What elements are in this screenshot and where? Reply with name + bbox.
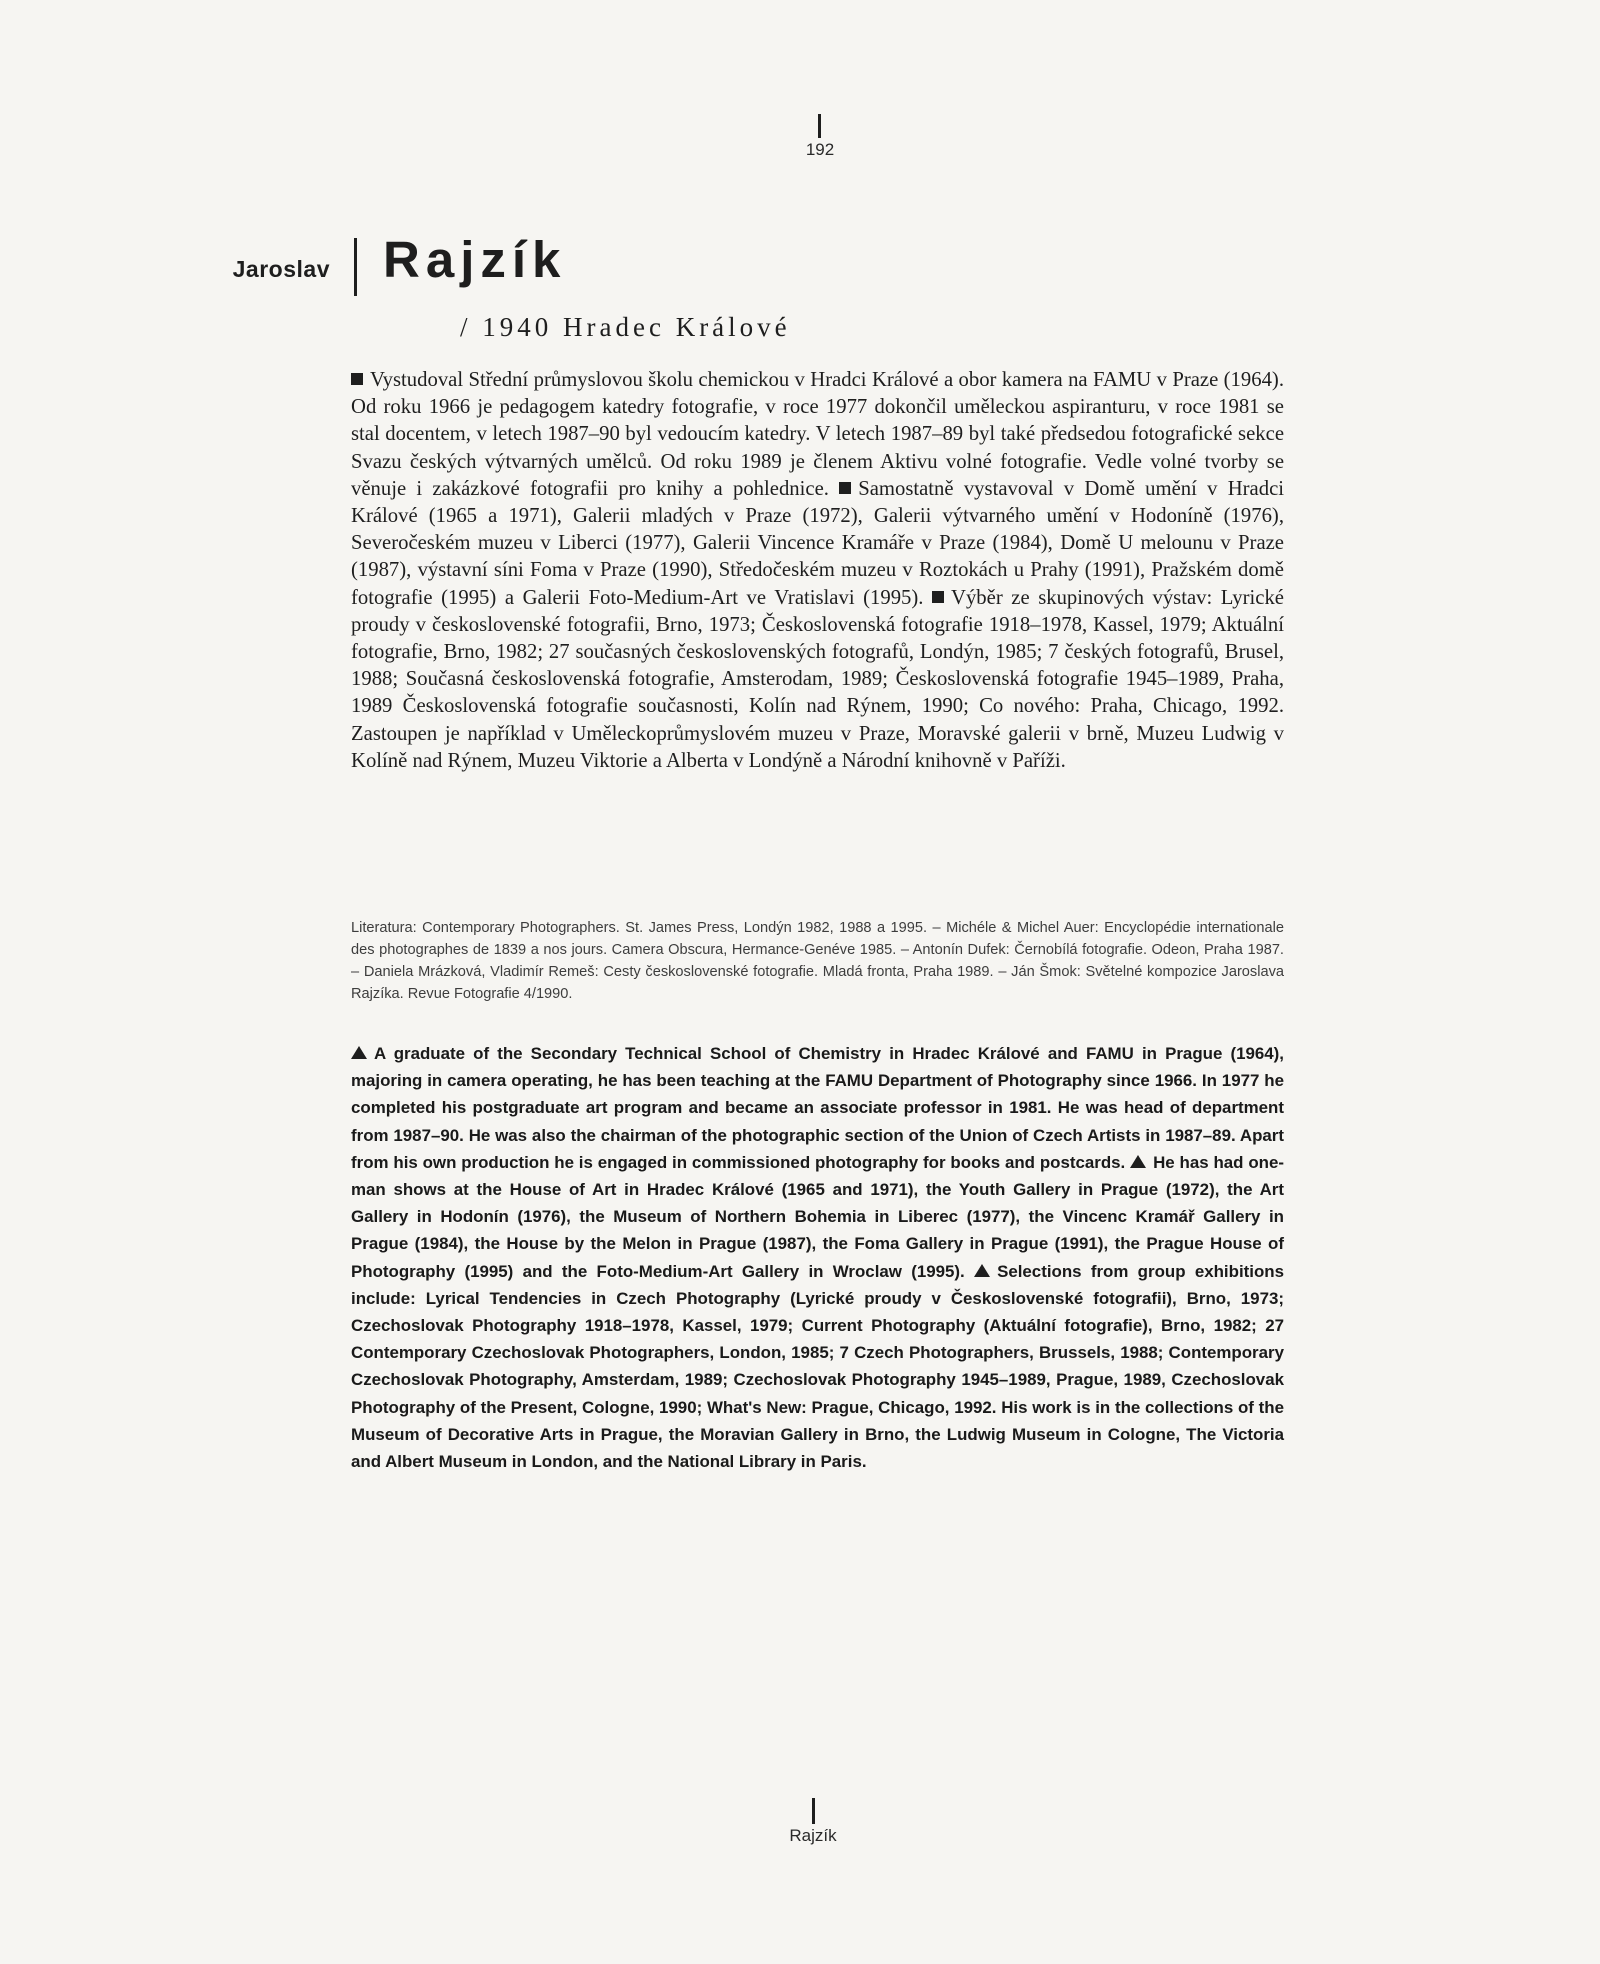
czech-bio-solo-exhibitions: Samostatně vystavoval v Domě umění v Hradci Králové (1965 a 1971), Galerii mladých v Praze (1972), Galerii výtvarného umění v Hodoníně (1976), Severočeském muzeu v Liberci (1977), Galerii Vincence Kramáře v Praze (1984), Domě U melounu v Praze (1987), výstavní síni Foma v Praze (1990), Středočeském muzeu v Roztokách u Prahy (1991), Pražském domě fotografie (1995) a Galerii Foto-Medium-Art ve Vratislavi (1995).	[351, 477, 1285, 609]
english-biography	[351, 1040, 1284, 1475]
czech-biography	[351, 367, 1284, 775]
triangle-bullet-icon	[351, 1046, 367, 1059]
square-bullet-icon	[351, 373, 363, 385]
czech-bio-group-exhibitions: Výběr ze skupinových výstav: Lyrické proudy v československé fotografii, Brno, 1973; Československá fotografie 1918–1978, Kassel, 1979; Aktuální fotografie, Brno, 1982; 27 současných československých fotografů, Londýn, 1985; 7 českých fotografů, Brusel, 1988; Současná československá fotografie, Amsterodam, 1989; Československá fotografie 1945–1989, Praha, 1989 Československá fotografie současnosti, Kolín nad Rýnem, 1990; Co nového: Praha, Chicago, 1992. Zastoupen je například v Uměleckoprůmyslovém muzeu v Praze, Moravské galerii v brně, Muzeu Ludwig v Kolíně nad Rýnem, Muzeu Viktorie a Alberta v Londýně a Národní knihovně v Paříži.	[351, 586, 1284, 772]
page-number: 192	[805, 140, 835, 159]
triangle-bullet-icon	[1130, 1155, 1146, 1168]
czech-bio-education: Vystudoval Střední průmyslovou školu chemickou v Hradci Králové a obor kamera na FAMU v Praze (1964). Od roku 1966 je pedagogem katedry fotografie, v roce 1977 dokončil uměleckou aspiranturu, v roce 1981 se stal docentem, v letech 1987–90 byl vedoucím katedry. V letech 1987–89 byl také předsedou fotografické sekce Svazu českých výtvarných umělců. Od roku 1989 je členem Aktivu volné fotografie. Vedle volné tvorby se věnuje i zakázkové fotografii pro knihy a pohlednice.	[351, 369, 1284, 500]
footer-rule	[812, 1798, 815, 1824]
literature-references: Literatura: Contemporary Photographers. St. James Press, Londýn 1982, 1988 a 1995. – Michéle & Michel Auer: Encyclopédie internationale des photographes de 1839 a nos jours. Camera Obscura, Hermance-Genéve 1985. – Antonín Dufek: Černobílá fotografie. Odeon, Praha 1987. – Daniela Mrázková, Vladimír Remeš: Cesty československé fotografie. Mladá fronta, Praha 1989. – Ján Šmok: Světelné kompozice Jaroslava Rajzíka. Revue Fotografie 4/1990.	[351, 920, 1284, 1002]
artist-first-name: Jaroslav	[232, 256, 330, 282]
page-number-rule	[818, 114, 821, 138]
square-bullet-icon	[839, 482, 851, 494]
birth-year-place: / 1940 Hradec Králové	[460, 312, 791, 342]
english-bio-education: A graduate of the Secondary Technical School of Chemistry in Hradec Králové and FAMU in Prague (1964), majoring in camera operating, he has been teaching at the FAMU Department of Photography since 1966. In 1977 he completed his postgraduate art program and became an associate professor in 1981. He was head of department from 1987–90. He was also the chairman of the photographic section of the Union of Czech Artists in 1987–89. Apart from his own production he is engaged in commissioned photography for books and postcards.	[351, 1044, 1284, 1172]
english-bio-group-exhibitions: Selections from group exhibitions include: Lyrical Tendencies in Czech Photography (Lyrické proudy v Československé fotografii), Brno, 1973; Czechoslovak Photography 1918–1978, Kassel, 1979; Current Photography (Aktuální fotografie), Brno, 1982; 27 Contemporary Czechoslovak Photographers, London, 1985; 7 Czech Photographers, Brussels, 1988; Contemporary Czechoslovak Photography, Amsterdam, 1989; Czechoslovak Photography 1945–1989, Prague, 1989, Czechoslovak Photography of the Present, Cologne, 1990; What's New: Prague, Chicago, 1992. His work is in the collections of the Museum of Decorative Arts in Prague, the Moravian Gallery in Brno, the Ludwig Museum in Cologne, The Victoria and Albert Museum in London, and the National Library in Paris.	[351, 1261, 1284, 1472]
footer-artist-name: Rajzík	[789, 1826, 837, 1845]
square-bullet-icon	[932, 591, 944, 603]
triangle-bullet-icon	[974, 1264, 990, 1277]
artist-surname: Rajzík	[383, 231, 567, 288]
english-bio-solo-exhibitions: He has had one-man shows at the House of Art in Hradec Králové (1965 and 1971), the Youth Gallery in Prague (1972), the Art Gallery in Hodonín (1976), the Museum of Northern Bohemia in Liberec (1977), the Vincenc Kramář Gallery in Prague (1984), the House by the Melon in Prague (1987), the Foma Gallery in Prague (1991), the Prague House of Photography (1995) and the Foto-Medium-Art Gallery in Wroclaw (1995).	[351, 1152, 1284, 1281]
name-divider	[354, 238, 357, 296]
